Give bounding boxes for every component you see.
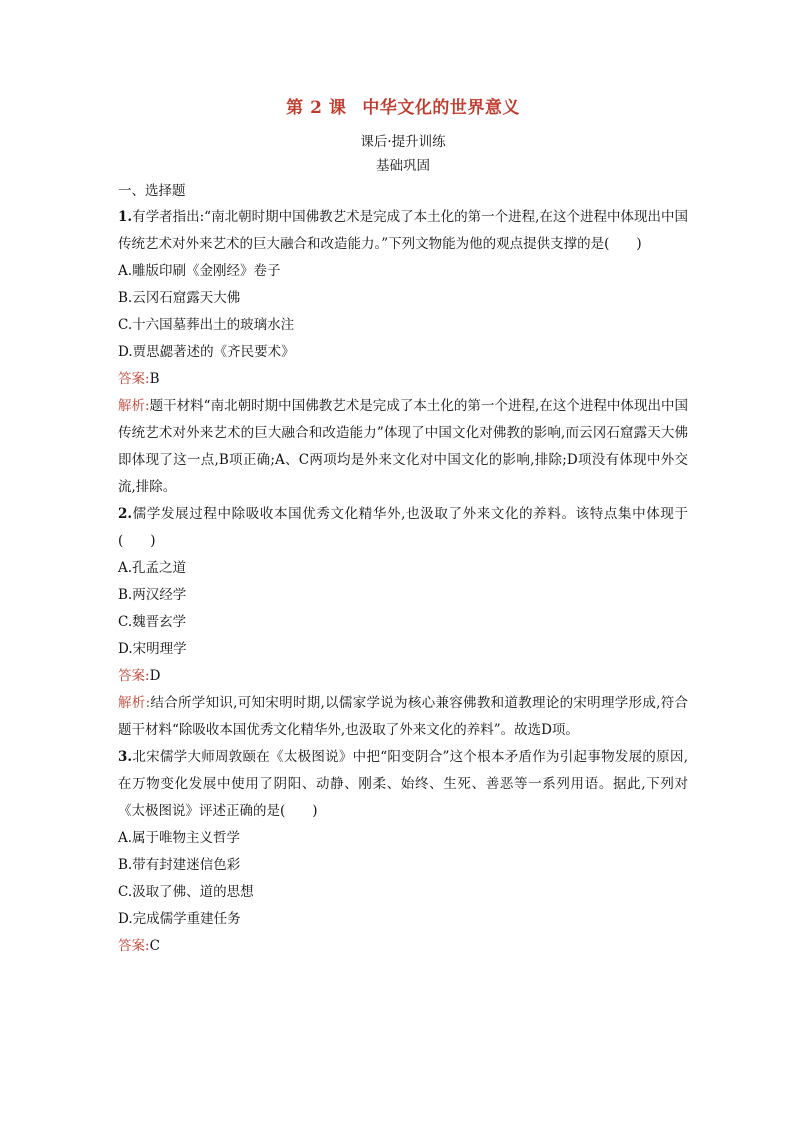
explanation-label: 解析: <box>118 695 151 711</box>
section-heading: 一、选择题 <box>118 183 186 199</box>
question-block-2 <box>118 501 688 744</box>
option-a: A.雕版印刷《金刚经》卷子 <box>118 263 281 279</box>
option-d: D.宋明理学 <box>118 641 187 657</box>
option-b: B.两汉经学 <box>118 587 187 603</box>
lesson-title <box>118 96 688 120</box>
option-a: A.属于唯物主义哲学 <box>118 830 241 846</box>
question-block-1 <box>118 204 688 501</box>
exercise-type-subtitle: 课后·提升训练 <box>360 134 446 150</box>
option-a: A.孔孟之道 <box>118 560 187 576</box>
explanation <box>118 690 688 744</box>
option-c: C.魏晋玄学 <box>118 614 187 630</box>
question-text: 北宋儒学大师周敦颐在《太极图说》中把“阳变阴合”这个根本矛盾作为引起事物发展的原因,在万物变化发展中使用了阴阳、动静、刚柔、始终、生死、善恶等一系列用语。据此,下列对《太极图说》评述正确的是( ) <box>118 749 688 819</box>
explanation <box>118 393 688 501</box>
question-text: 有学者指出:“南北朝时期中国佛教艺术是完成了本土化的第一个进程,在这个进程中体现出中国传统艺术对外来艺术的巨大融合和改造能力。”下列文物能为他的观点提供支撑的是( ) <box>118 209 688 252</box>
answer-label: 答案: <box>118 371 150 387</box>
explanation-label: 解析: <box>118 398 150 414</box>
explanation-text: 结合所学知识,可知宋明时期,以儒家学说为核心兼容佛教和道教理论的宋明理学形成,符合题干材料“除吸收本国优秀文化精华外,也汲取了外来文化的养料”。故选D项。 <box>118 695 688 738</box>
option-b: B.云冈石窟露天大佛 <box>118 290 241 306</box>
question-number: 3. <box>118 749 133 765</box>
option-d: D.贾思勰著述的《齐民要术》 <box>118 344 295 360</box>
answer-label: 答案: <box>118 938 150 954</box>
question-stem <box>118 501 688 555</box>
option-c: C.汲取了佛、道的思想 <box>118 884 254 900</box>
explanation-text: 题干材料“南北朝时期中国佛教艺术是完成了本土化的第一个进程,在这个进程中体现出中国传统艺术对外来艺术的巨大融合和改造能力”体现了中国文化对佛教的影响,而云冈石窟露天大佛即体现了这一点,B项正确;A、C两项均是外来文化对中国文化的影响,排除;D项没有体现中外交流,排除。 <box>118 398 688 495</box>
lesson-name: 中华文化的世界意义 <box>362 98 520 118</box>
option-d: D.完成儒学重建任务 <box>118 911 241 927</box>
answer-line <box>118 366 688 393</box>
answer-value: B <box>149 371 160 387</box>
question-number: 2. <box>118 506 133 522</box>
question-stem <box>118 204 688 258</box>
option-c: C.十六国墓葬出土的玻璃水注 <box>118 317 295 333</box>
answer-line <box>118 663 688 690</box>
question-text: 儒学发展过程中除吸收本国优秀文化精华外,也汲取了外来文化的养料。该特点集中体现于( ) <box>118 506 688 549</box>
answer-value: D <box>149 668 161 684</box>
question-number: 1. <box>118 209 133 225</box>
answer-label: 答案: <box>118 668 150 684</box>
worksheet-page <box>118 96 688 960</box>
section-level-subtitle: 基础巩固 <box>376 158 430 174</box>
question-stem <box>118 744 688 825</box>
answer-value: C <box>149 938 160 954</box>
answer-line <box>118 933 688 960</box>
option-b: B.带有封建迷信色彩 <box>118 857 241 873</box>
question-block-3 <box>118 744 688 960</box>
lesson-number: 第 2 课 <box>286 98 347 118</box>
